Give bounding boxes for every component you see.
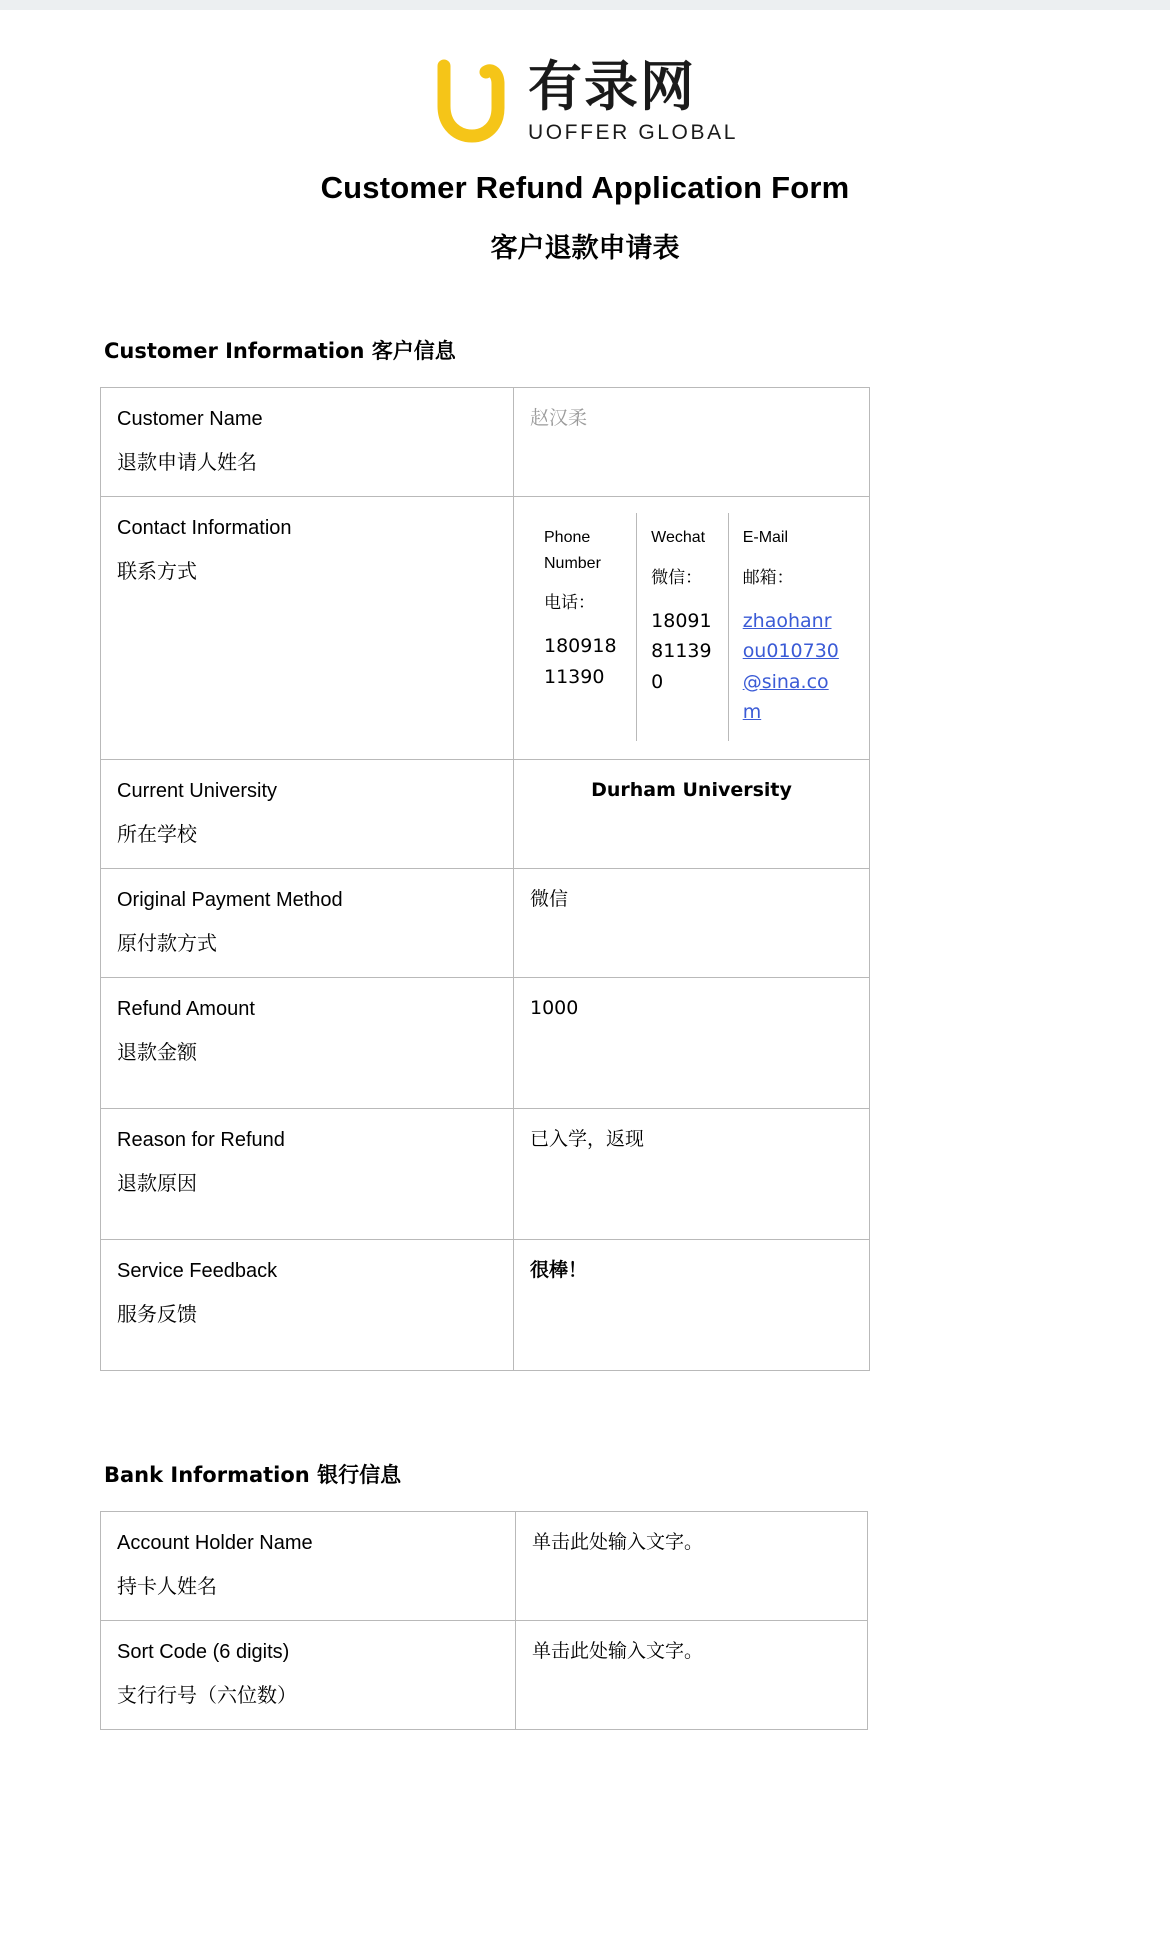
label-cn: 支行行号（六位数） (117, 1683, 297, 1708)
u-logo-icon (432, 58, 514, 144)
row-label-reason-for-refund (101, 1109, 514, 1240)
row-label-service-feedback (101, 1240, 514, 1371)
table-row (101, 760, 870, 869)
field-email-wrapper (743, 606, 841, 728)
contact-wechat-label-en: Wechat (651, 529, 706, 546)
row-label-refund-amount (101, 978, 514, 1109)
row-label-current-university (101, 760, 514, 869)
label-cn: 退款原因 (117, 1171, 197, 1196)
page-title: Customer Refund Application Form (320, 170, 850, 205)
contact-information-cell (514, 497, 870, 760)
label-en: Reason for Refund (117, 1129, 285, 1152)
label-cn: 原付款方式 (117, 931, 217, 956)
contact-row (530, 513, 853, 741)
table-row (101, 388, 870, 497)
label-cn: 退款申请人姓名 (117, 450, 257, 474)
table-row (101, 1621, 868, 1730)
label-en: Service Feedback (117, 1260, 278, 1283)
page-title-chinese: 客户退款申请表 (490, 233, 680, 264)
field-account-holder-name[interactable]: 单击此处输入文字。 (516, 1512, 868, 1621)
table-row (101, 1109, 870, 1240)
contact-phone-cell[interactable] (530, 513, 637, 741)
bank-information-table (100, 1511, 868, 1730)
field-customer-name[interactable]: 赵汉柔 (514, 388, 870, 497)
row-label-customer-name (101, 388, 514, 497)
table-row (101, 1512, 868, 1621)
label-en: Current University (117, 780, 278, 803)
label-cn: 联系方式 (117, 559, 197, 583)
row-label-original-payment-method (101, 869, 514, 978)
contact-subtable (530, 513, 853, 741)
contact-email-cell[interactable] (728, 513, 853, 741)
row-label-account-holder-name (101, 1512, 516, 1621)
contact-email-label-en: E-Mail (742, 529, 789, 546)
row-label-sort-code (101, 1621, 516, 1730)
field-phone-number[interactable]: 18091811390 (544, 635, 617, 688)
brand-logo (0, 54, 1170, 144)
contact-email-label-cn: 邮箱： (742, 567, 794, 588)
label-en: Contact Information (117, 517, 292, 539)
table-row (101, 1240, 870, 1371)
field-wechat[interactable]: 18091811390 (651, 609, 712, 693)
row-label-contact-information (101, 497, 514, 760)
logo-chinese-name: 有录网 (527, 54, 696, 118)
field-reason-for-refund[interactable]: 已入学，返现 (514, 1109, 870, 1240)
field-original-payment-method[interactable]: 微信 (514, 869, 870, 978)
customer-information-table (100, 387, 870, 1371)
label-en: Customer Name (117, 408, 263, 430)
contact-wechat-cell[interactable] (637, 513, 729, 741)
contact-wechat-label-cn: 微信： (651, 567, 703, 588)
label-en: Sort Code (6 digits) (117, 1641, 290, 1664)
contact-phone-label-en: Phone Number (544, 529, 601, 572)
section-heading-customer-information: Customer Information 客户信息 (104, 339, 456, 363)
logo-english-name: UOFFER GLOBAL (527, 120, 738, 144)
field-sort-code[interactable]: 单击此处输入文字。 (516, 1621, 868, 1730)
label-cn: 退款金额 (117, 1040, 197, 1065)
page-top-strip (0, 0, 1170, 10)
contact-phone-label-cn: 电话： (544, 593, 595, 614)
table-row (101, 978, 870, 1109)
field-service-feedback[interactable]: 很棒！ (514, 1240, 870, 1371)
table-row (101, 497, 870, 760)
field-current-university[interactable]: Durham University (514, 760, 870, 869)
table-row (101, 869, 870, 978)
label-en: Original Payment Method (117, 889, 343, 912)
label-cn: 所在学校 (117, 822, 197, 847)
label-cn: 服务反馈 (117, 1302, 197, 1327)
label-cn: 持卡人姓名 (117, 1574, 217, 1599)
label-en: Account Holder Name (117, 1532, 313, 1555)
field-refund-amount[interactable]: 1000 (514, 978, 870, 1109)
label-en: Refund Amount (117, 998, 255, 1021)
section-heading-bank-information: Bank Information 银行信息 (104, 1463, 402, 1488)
email-link[interactable]: zhaohanrou010730@sina.com (742, 609, 839, 723)
